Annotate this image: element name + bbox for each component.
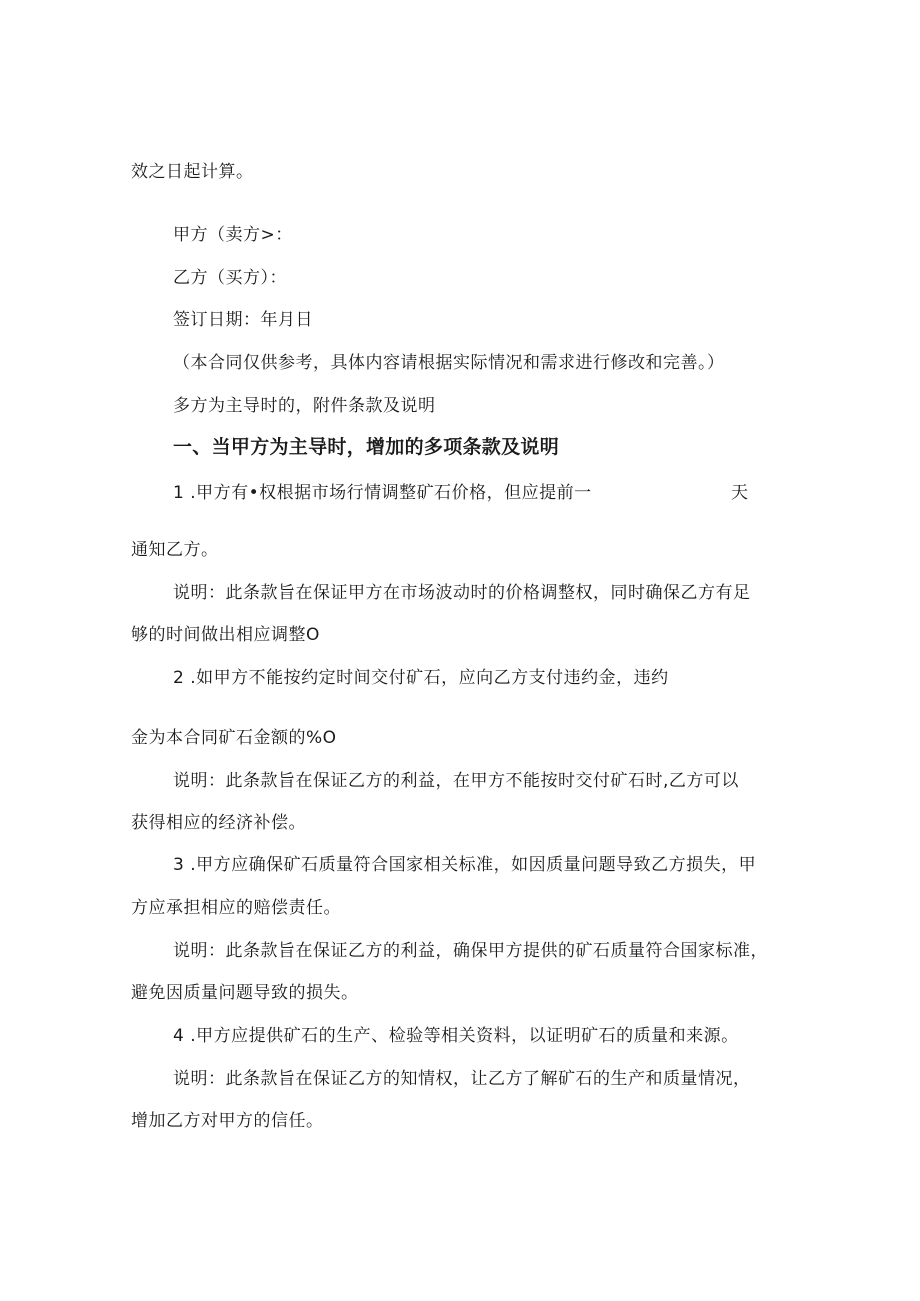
clause-2-explanation: 说明：此条款旨在保证乙方的利益，在甲方不能按时交付矿石时,乙方可以: [173, 771, 739, 791]
continuation-text: 效之日起计算。: [131, 162, 254, 182]
clause-4-explanation: 说明：此条款旨在保证乙方的知情权，让乙方了解矿石的生产和质量情况，: [173, 1069, 751, 1089]
clause-3-explanation: 说明：此条款旨在保证乙方的利益，确保甲方提供的矿石质量符合国家标准，: [173, 941, 768, 961]
clause-1-days-unit: 天: [731, 483, 749, 503]
reference-note: （本合同仅供参考，具体内容请根据实际情况和需求进行修改和完善。）: [173, 353, 725, 373]
clause-2-text-cont: 金为本合同矿石金额的%O: [131, 728, 337, 748]
clause-2-text: 2 .如甲方不能按约定时间交付矿石，应向乙方支付违约金，违约: [173, 668, 669, 688]
appendix-intro: 多方为主导时的，附件条款及说明: [173, 396, 436, 416]
clause-3-explanation-cont: 避免因质量问题导致的损失。: [131, 983, 359, 1003]
clause-2-explanation-cont: 获得相应的经济补偿。: [131, 813, 306, 833]
clause-1-explanation-cont: 够的时间做出相应调整O: [131, 625, 320, 645]
section-heading: 一、当甲方为主导时，增加的多项条款及说明: [173, 436, 560, 458]
clause-3-text: 3 .甲方应确保矿石质量符合国家相关标准，如因质量问题导致乙方损失，甲: [173, 855, 757, 875]
party-b-label: 乙方（买方）：: [173, 268, 287, 288]
clause-3-text-cont: 方应承担相应的赔偿责任。: [131, 898, 341, 918]
sign-date-label: 签订日期：年月日: [173, 310, 313, 330]
clause-4-explanation-cont: 增加乙方对甲方的信任。: [131, 1111, 324, 1131]
clause-1-explanation: 说明：此条款旨在保证甲方在市场波动时的价格调整权，同时确保乙方有足: [173, 583, 751, 603]
party-a-label: 甲方（卖方>：: [173, 225, 293, 245]
clause-1-text-cont: 通知乙方。: [131, 540, 219, 560]
clause-4-text: 4 .甲方应提供矿石的生产、检验等相关资料，以证明矿石的质量和来源。: [173, 1026, 739, 1046]
clause-1-text: 1 .甲方有•权根据市场行情调整矿石价格，但应提前一: [173, 483, 592, 503]
